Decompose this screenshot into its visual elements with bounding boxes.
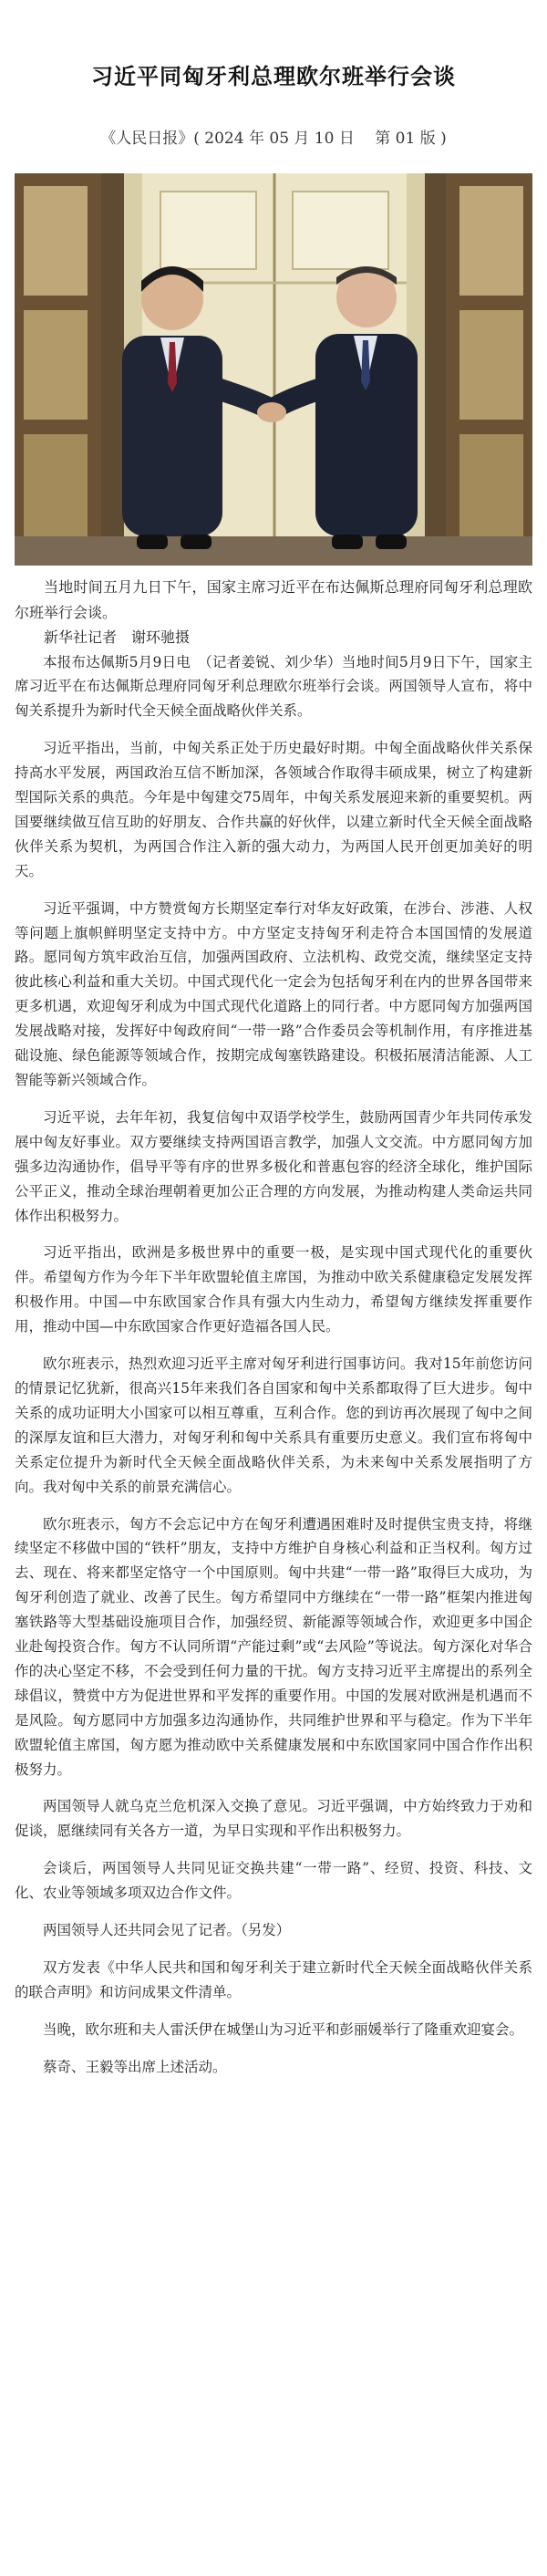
news-photo [15,173,532,566]
body-paragraph: 习近平强调，中方赞赏匈方长期坚定奉行对华友好政策，在涉台、涉港、人权等问题上旗帜鲜明坚定支持中方。中方坚定支持匈牙利走符合本国国情的发展道路。愿同匈方筑牢政治互信，加强两国政府、立法机构、政党交流，继续坚定支持彼此核心利益和重大关切。中国式现代化一定会为包括匈牙利在内的世界各国带来更多机遇，欢迎匈牙利成为中国式现代化道路上的同行者。中方愿同匈方加强两国发展战略对接，发挥好中匈政府间“一带一路”合作委员会等机制作用，有序推进基础设施、绿色能源等领域合作，按期完成匈塞铁路建设。积极拓展清洁能源、人工智能等新兴领域合作。 [15,899,532,1088]
body-paragraph: 欧尔班表示，热烈欢迎习近平主席对匈牙利进行国事访问。我对15年前您访问的情景记忆犹新，很高兴15年来我们各自国家和匈中关系都取得了巨大进步。匈中关系的成功证明大小国家可以相互尊重，互利合作。您的到访再次展现了匈中之间的深厚友谊和巨大潜力，对匈牙利和匈中关系具有重要历史意义。我们宣布将匈中关系定位提升为新时代全天候全面战略伙伴关系，为未来匈中关系发展指明了方向。我对匈中关系的前景充满信心。 [15,1356,532,1495]
body-paragraph: 两国领导人就乌克兰危机深入交换了意见。习近平强调，中方始终致力于劝和促谈，愿继续同有关各方一道，为早日实现和平作出积极努力。 [15,1798,532,1840]
body-paragraph: 双方发表《中华人民共和国和匈牙利关于建立新时代全天候全面战略伙伴关系的联合声明》和访问成果文件清单。 [15,1959,532,2000]
photo-caption: 当地时间五月九日下午，国家主席习近平在布达佩斯总理府同匈牙利总理欧尔班举行会谈。 [15,578,532,621]
photo-illustration [15,173,532,566]
body-paragraph: 习近平指出，当前，中匈关系正处于历史最好时期。中匈全面战略伙伴关系保持高水平发展，两国政治互信不断加深，各领域合作取得丰硕成果，树立了构建新型国际关系的典范。今年是中匈建交75周年，中匈关系发展迎来新的重要契机。两国要继续做互信互助的好朋友、合作共赢的好伙伴，以建立新时代全天候全面战略伙伴关系为契机，为两国合作注入新的强大动力，为两国人民开创更加美好的明天。 [15,740,532,879]
body-paragraph: 习近平说，去年年初，我复信匈中双语学校学生，鼓励两国青少年共同传承发展中匈友好事业。双方要继续支持两国语言教学，加强人文交流。中方愿同匈方加强多边沟通协作，倡导平等有序的世界多极化和普惠包容的经济全球化，维护国际公平正义，推动全球治理朝着更加公正合理的方向发展，为推动构建人类命运共同体作出积极努力。 [15,1108,532,1224]
body-paragraph: 两国领导人还共同会见了记者。（另发） [43,1922,291,1939]
body-paragraph: 本报布达佩斯5月9日电 （记者姜锐、刘少华）当地时间5月9日下午，国家主席习近平在布达佩斯总理府同匈牙利总理欧尔班举行会谈。两国领导人宣布，将中匈关系提升为新时代全天候全面战略伙伴关系。 [15,653,532,720]
body-paragraph: 当晚，欧尔班和夫人雷沃伊在城堡山为习近平和彭丽媛举行了隆重欢迎宴会。 [43,2020,524,2038]
article-body [15,650,532,2080]
article-title: 习近平同匈牙利总理欧尔班举行会谈 [91,63,456,89]
photo-byline: 新华社记者 谢环驰摄 [44,628,191,646]
body-paragraph: 习近平指出，欧洲是多极世界中的重要一极，是实现中国式现代化的重要伙伴。希望匈方作为今年下半年欧盟轮值主席国，为推动中欧关系健康稳定发展发挥积极作用。中国—中东欧国家合作具有强大内生动力，希望匈方继续发挥重要作用，推动中国—中东欧国家合作更好造福各国人民。 [15,1244,532,1335]
article-source: 《人民日报》( 2024 年 05 月 10 日 第 01 版 ) [100,130,447,148]
body-paragraph: 会谈后，两国领导人共同见证交换共建“一带一路”、经贸、投资、科技、文化、农业等领域多项双边合作文件。 [15,1860,532,1902]
body-paragraph: 欧尔班表示，匈方不会忘记中方在匈牙利遭遇困难时及时提供宝贵支持，将继续坚定不移做中国的“铁杆”朋友，支持中方维护自身核心利益和正当权利。匈方过去、现在、将来都坚定恪守一个中国原则。匈中共建“一带一路”取得巨大成功，为匈牙利创造了就业、改善了民生。匈方希望同中方继续在“一带一路”框架内推进匈塞铁路等大型基础设施项目合作，加强经贸、新能源等领域合作，欢迎更多中国企业赴匈投资合作。匈方不认同所谓“产能过剩”或“去风险”等说法。匈方深化对华合作的决心坚定不移，不会受到任何力量的干扰。匈方支持习近平主席提出的系列全球倡议，赞赏中方为促进世界和平发挥的重要作用。中国的发展对欧洲是机遇而不是风险。匈方愿同中方加强多边沟通协作，共同维护世界和平与稳定。作为下半年欧盟轮值主席国，匈方愿为推动欧中关系健康发展和中东欧国家同中国合作作出积极努力。 [15,1515,532,1778]
body-paragraph: 蔡奇、王毅等出席上述活动。 [43,2058,227,2075]
